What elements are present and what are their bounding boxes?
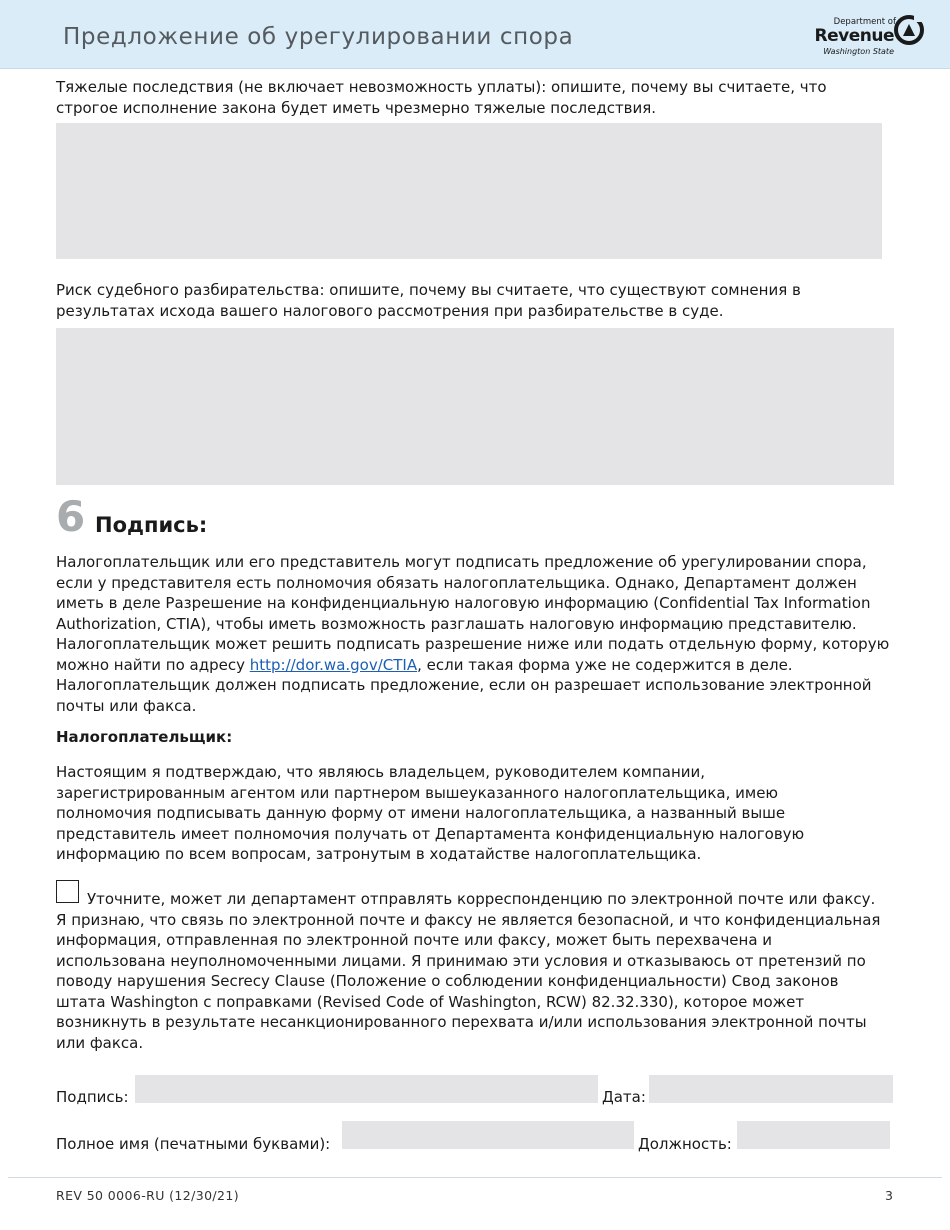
litigation-risk-label: Риск судебного разбирательства: опишите, почему вы считаете, что существуют сомнения в результатах исхода вашего налогового рассмотрения при разбирательстве в суде. xyxy=(56,281,801,320)
page-number: 3 xyxy=(885,1188,893,1203)
job-title-field[interactable] xyxy=(737,1121,890,1149)
section-title: Подпись: xyxy=(95,513,208,537)
logo-line-revenue: Revenue xyxy=(814,26,894,46)
hardship-label: Тяжелые последствия (не включает невозможность уплаты): опишите, почему вы считаете, что строгое исполнение закона будет иметь чрезмерно тяжелые последствия. xyxy=(56,78,827,117)
dor-logo-icon xyxy=(894,14,924,46)
intro-text-part1: Налогоплательщик или его представитель могут подписать предложение об урегулировании спора, если у представителя есть полномочия обязать налогоплательщика. Однако, Департамент должен иметь в деле Разрешение на конфиденциальную налоговую информацию (Confidential Tax Information Authorization, CTIA), чтобы иметь возможность разглашать налоговую информацию представителю. Налогоплательщик может решить подписать разрешение ниже или подать отдельную форму, которую можно найти по адресу xyxy=(56,553,890,674)
taxpayer-heading: Налогоплательщик: xyxy=(56,728,233,746)
footer-divider xyxy=(8,1177,942,1178)
section-number: 6 xyxy=(56,492,86,541)
taxpayer-statement: Настоящим я подтверждаю, что являюсь владельцем, руководителем компании, зарегистрированным агентом или партнером вышеуказанного налогоплательщика, имею полномочия подписывать данную форму от имени налогоплательщика, а названный выше представитель имеет полномочия получать от Департамента конфиденциальную налоговую информацию по всем вопросам, затронутым в ходатайстве налогоплательщика. xyxy=(56,763,805,863)
signature-field[interactable] xyxy=(135,1075,598,1103)
page-header xyxy=(0,0,950,69)
date-label: Дата: xyxy=(602,1088,646,1106)
job-title-label: Должность: xyxy=(638,1135,732,1153)
email-fax-consent-text: Уточните, может ли департамент отправлять корреспонденцию по электронной почте или факсу. Я признаю, что связь по электронной почте и факсу не является безопасной, и что конфиденциальная информация, отправленная по электронной почте или факсу, может быть перехвачена и использована неуполномоченными лицами. Я принимаю эти условия и отказываюсь от претензий по поводу нарушения Secrecy Clause (Положение о соблюдении конфиденциальности) Свод законов штата Washington с поправками (Revised Code of Washington, RCW) 82.32.330), которое может возникнуть в результате несанкционированного перехвата и/или использования электронной почты или факса. xyxy=(56,890,881,1052)
form-id: REV 50 0006-RU (12/30/21) xyxy=(56,1188,240,1203)
hardship-text-field[interactable] xyxy=(56,123,882,259)
logo-line-state: Washington State xyxy=(823,47,894,56)
dor-logo xyxy=(814,14,930,58)
intro-text-part2: , если такая форма уже не содержится в деле. Налогоплательщик должен подписать предложение, если он разрешает использование электронной почты или факса. xyxy=(56,655,872,715)
signature-label: Подпись: xyxy=(56,1088,129,1106)
full-name-field[interactable] xyxy=(342,1121,634,1149)
ctia-link[interactable]: http://dor.wa.gov/CTIA xyxy=(249,655,418,674)
full-name-label: Полное имя (печатными буквами): xyxy=(56,1135,331,1153)
date-field[interactable] xyxy=(649,1075,893,1103)
form-title: Предложение об урегулировании спора xyxy=(63,24,574,50)
logo-line-department: Department of xyxy=(833,17,896,27)
litigation-risk-text-field[interactable] xyxy=(56,328,894,485)
signature-intro-paragraph xyxy=(56,552,896,716)
